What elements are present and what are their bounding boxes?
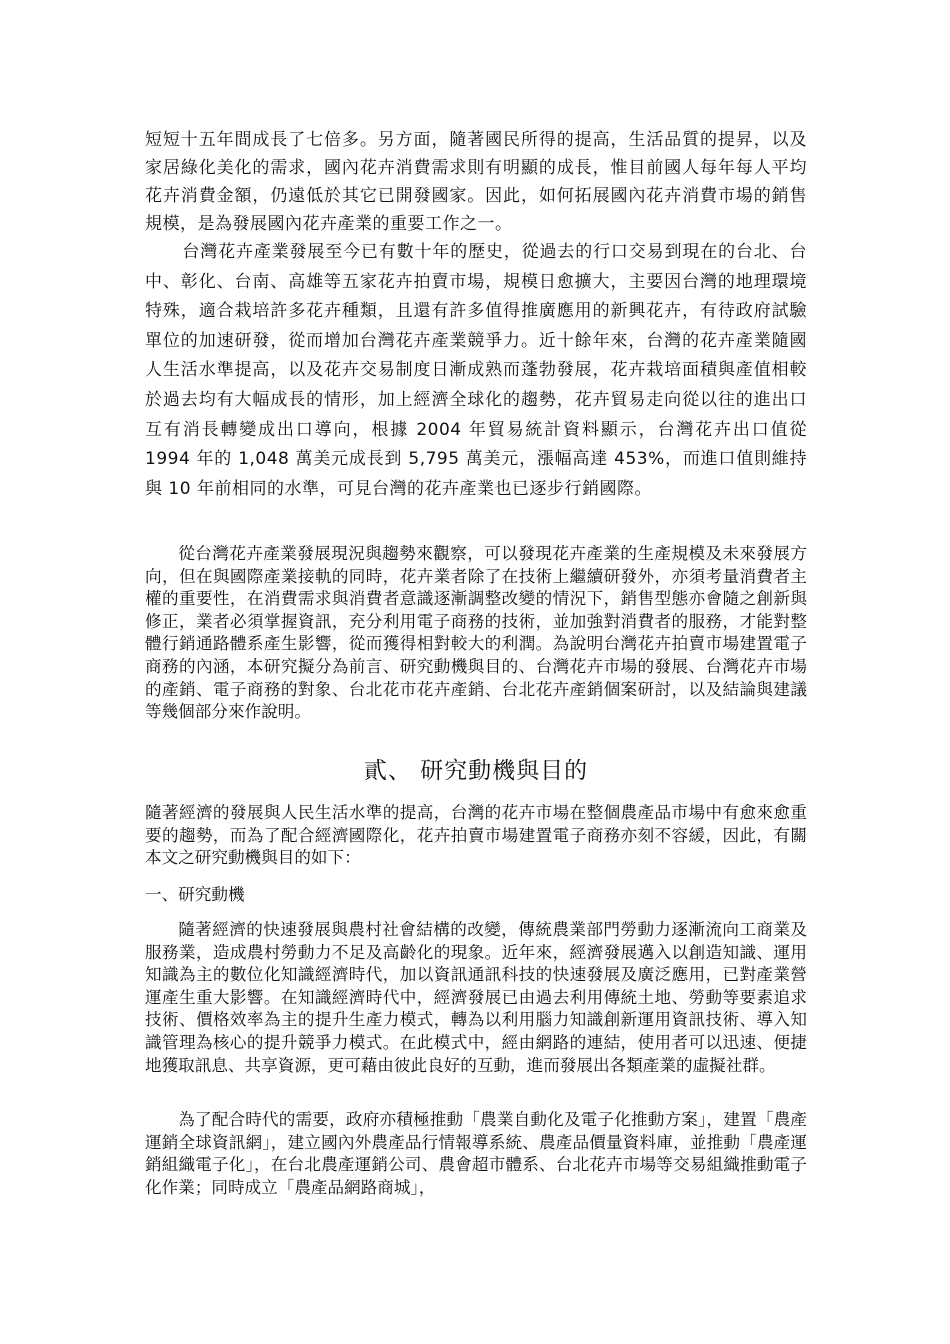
- paragraph-intro-continued: 短短十五年間成長了七倍多。另方面，隨著國民所得的提高，生活品質的提昇，以及家居綠化美化的需求，國內花卉消費需求則有明顯的成長，惟目前國人每年每人平均花卉消費金額，仍遠低於其它已開發國家。因此，如何拓展國內花卉消費市場的銷售規模，是為發展國內花卉產業的重要工作之一。: [145, 130, 807, 234]
- subsection-heading: 一、研究動機: [145, 885, 245, 904]
- section-heading: 貳、 研究動機與目的: [363, 758, 589, 784]
- paragraph-section-intro: 隨著經濟的發展與人民生活水準的提高，台灣的花卉市場在整個農產品市場中有愈來愈重要的趨勢，而為了配合經濟國際化，花卉拍賣市場建置電子商務亦刻不容緩，因此，有關本文之研究動機與目的如下：: [145, 803, 807, 868]
- paragraph-trend-observation: 從台灣花卉產業發展現況與趨勢來觀察，可以發現花卉產業的生產規模及未來發展方向，但在與國際產業接軌的同時，花卉業者除了在技術上繼續研發外，亦須考量消費者主權的重要性，在消費需求與消費者意識逐漸調整改變的情況下，銷售型態亦會隨之創新與修正，業者必須掌握資訊，充分利用電子商務的技術，並加強對消費者的服務，才能對整體行銷通路體系產生影響，從而獲得相對較大的利潤。為說明台灣花卉拍賣市場建置電子商務的內涵，本研究擬分為前言、研究動機與目的、台灣花卉市場的發展、台灣花卉市場的產銷、電子商務的對象、台北花市花卉產銷、台北花卉產銷個案研討，以及結論與建議等幾個部分來作說明。: [145, 544, 807, 722]
- paragraph-research-motivation: 隨著經濟的快速發展與農村社會結構的改變，傳統農業部門勞動力逐漸流向工商業及服務業，造成農村勞動力不足及高齡化的現象。近年來，經濟發展邁入以創造知識、運用知識為主的數位化知識經濟時代，加以資訊通訊科技的快速發展及廣泛應用，已對產業營運產生重大影響。在知識經濟時代中，經濟發展已由過去利用傳統土地、勞動等要素追求技術、價格效率為主的提升生產力模式，轉為以利用腦力知識創新運用資訊技術、導入知識管理為核心的提升競爭力模式。在此模式中，經由網路的連結，使用者可以迅速、便捷地獲取訊息、共享資源，更可藉由彼此良好的互動，進而發展出各類產業的虛擬社群。: [145, 920, 807, 1075]
- paragraph-industry-history: 台灣花卉產業發展至今已有數十年的歷史，從過去的行口交易到現在的台北、台中、彰化、台南、高雄等五家花卉拍賣市場，規模日愈擴大，主要因台灣的地理環境特殊，適合栽培許多花卉種類，且還有許多值得推廣應用的新興花卉，有待政府試驗單位的加速研發，從而增加台灣花卉產業競爭力。近十餘年來，台灣的花卉產業隨國人生活水準提高，以及花卉交易制度日漸成熟而蓬勃發展，花卉栽培面積與產值相較於過去均有大幅成長的情形，加上經濟全球化的趨勢，花卉貿易走向從以往的進出口互有消長轉變成出口導向，根據 2004 年貿易統計資料顯示，台灣花卉出口值從 1994 年的 1,048 萬美元成長到 5,795 萬美元，漲幅高達 453%，而進口值則維持與 10 年前相同的水準，可見台灣的花卉產業也已逐步行銷國際。: [145, 242, 807, 499]
- paragraph-government-policy: 為了配合時代的需要，政府亦積極推動「農業自動化及電子化推動方案」，建置「農產運銷全球資訊網」，建立國內外農產品行情報導系統、農產品價量資料庫，並推動「農產運銷組織電子化」，在台北農產運銷公司、農會超市體系、台北花卉市場等交易組織推動電子化作業；同時成立「農產品網路商城」，: [145, 1110, 807, 1197]
